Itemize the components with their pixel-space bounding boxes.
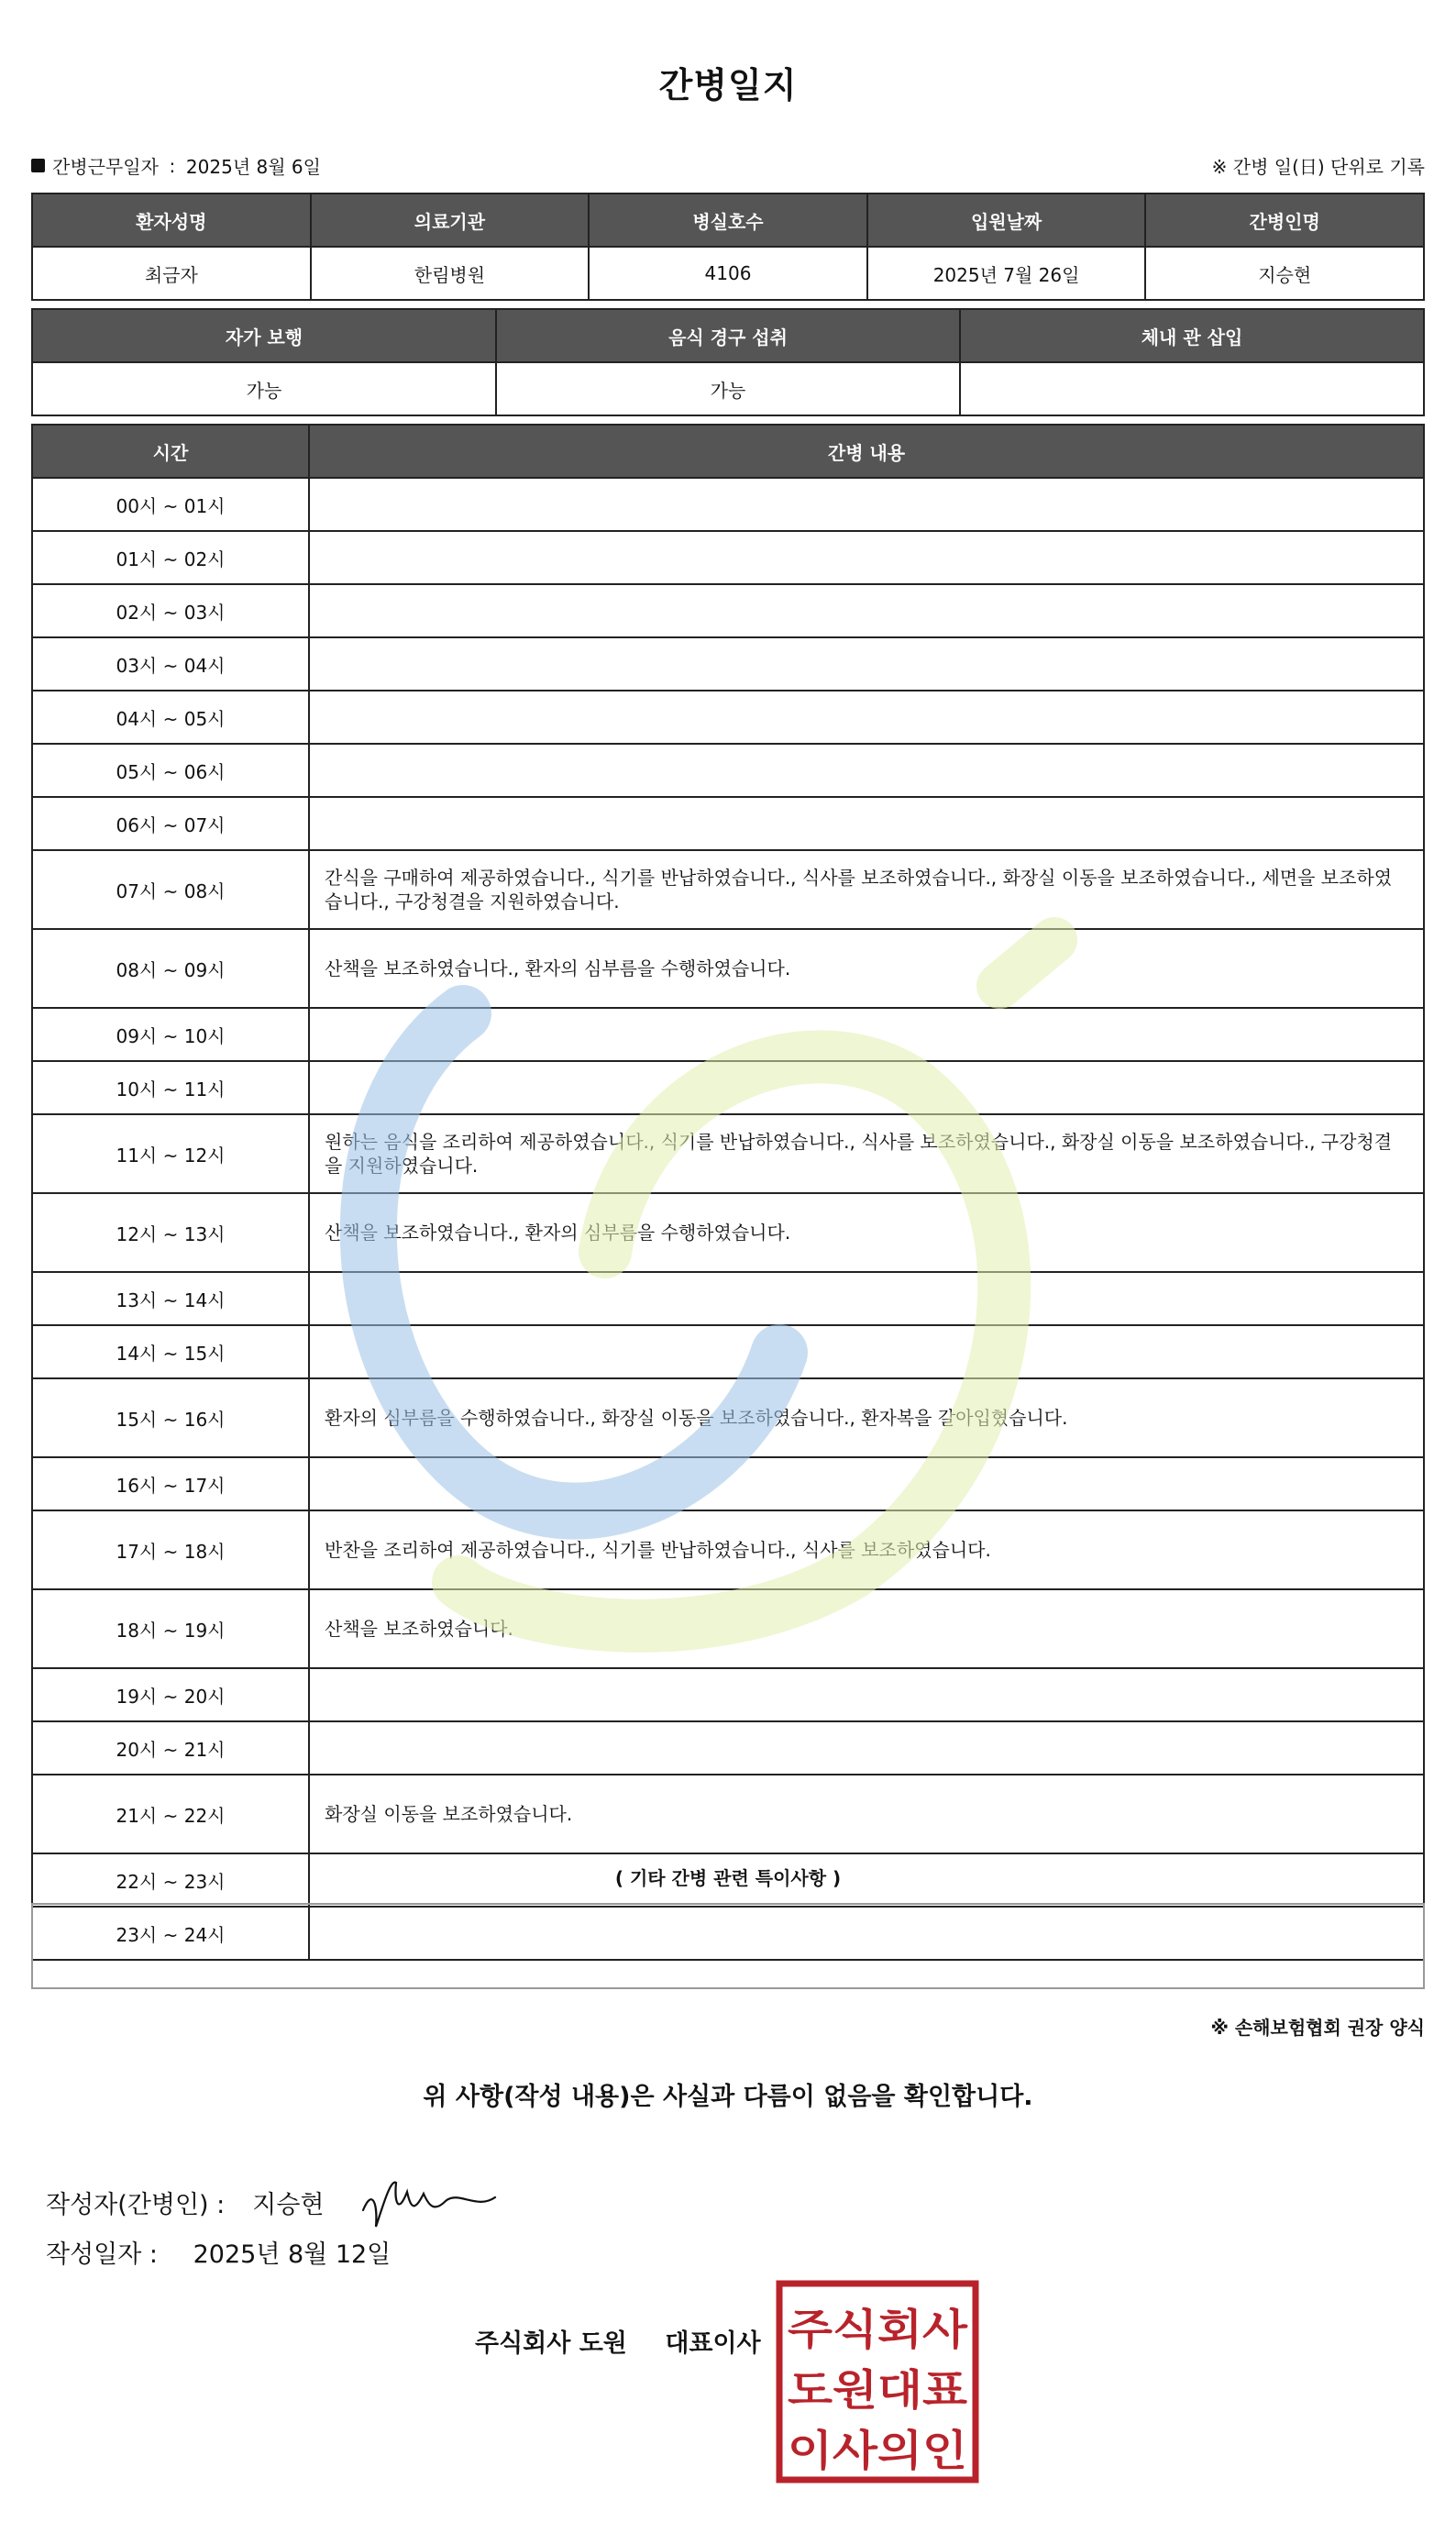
written-date-row (46, 2234, 391, 2270)
care-date-row (31, 152, 321, 179)
care-row-time: 01시 ~ 02시 (32, 531, 309, 584)
care-row-time: 06시 ~ 07시 (32, 797, 309, 850)
company-name: 주식회사 도원 (475, 2329, 627, 2358)
caregiver-name-header: 간병인명 (1145, 194, 1424, 247)
care-date-value: 2025년 8월 6일 (185, 156, 321, 178)
walking-header: 자가 보행 (32, 309, 496, 362)
tube-insertion-value (960, 362, 1424, 415)
care-content-header: 간병 내용 (309, 425, 1424, 478)
admission-date: 2025년 7월 26일 (867, 247, 1146, 300)
writer-name: 지승현 (252, 2190, 325, 2219)
patient-ability-table (31, 308, 1425, 416)
patient-name: 최금자 (32, 247, 311, 300)
care-row-time: 02시 ~ 03시 (32, 584, 309, 637)
care-row-time: 14시 ~ 15시 (32, 1325, 309, 1378)
hospital: 한림병원 (311, 247, 590, 300)
care-row-time: 21시 ~ 22시 (32, 1775, 309, 1853)
care-row-time: 13시 ~ 14시 (32, 1272, 309, 1325)
special-notes-title: ( 기타 간병 관련 특이사항 ) (614, 1867, 842, 1889)
document-title: 간병일지 (658, 65, 798, 105)
care-row-time: 08시 ~ 09시 (32, 929, 309, 1008)
care-row-time: 11시 ~ 12시 (32, 1114, 309, 1193)
care-row-content: 화장실 이동을 보조하였습니다. (309, 1775, 1424, 1853)
care-row-content (309, 744, 1424, 797)
time-header: 시간 (32, 425, 309, 478)
written-date-value: 2025년 8월 12일 (193, 2240, 392, 2269)
care-row-content: 간식을 구매하여 제공하였습니다., 식기를 반납하였습니다., 식사를 보조하였습니다., 화장실 이동을 보조하였습니다., 세면을 보조하였습니다., 구강청결을 지원하였습니다. (309, 850, 1424, 929)
watermark-yellow-arc (458, 1056, 1004, 1625)
care-row-time: 10시 ~ 11시 (32, 1061, 309, 1114)
care-row-time: 23시 ~ 24시 (32, 1907, 309, 1960)
care-row (32, 797, 1424, 850)
writer-label: 작성자(간병인) : (46, 2190, 226, 2219)
care-row (32, 584, 1424, 637)
care-row-time: 22시 ~ 23시 (32, 1853, 309, 1907)
room-number: 4106 (589, 247, 867, 300)
care-row-content (309, 1721, 1424, 1775)
company-seal (776, 2280, 979, 2483)
bullet-icon (31, 159, 45, 172)
care-row-time: 12시 ~ 13시 (32, 1193, 309, 1272)
watermark-yellow-tick (999, 940, 1054, 986)
care-row-time: 07시 ~ 08시 (32, 850, 309, 929)
care-row (32, 691, 1424, 744)
confirm-statement: 위 사항(작성 내용)은 사실과 다름이 없음을 확인합니다. (423, 2083, 1033, 2111)
patient-info-table (31, 193, 1425, 301)
care-row-time: 03시 ~ 04시 (32, 637, 309, 691)
company-row (475, 2323, 761, 2359)
care-row-time: 05시 ~ 06시 (32, 744, 309, 797)
care-row-content (309, 584, 1424, 637)
care-row-content: 산책을 보조하였습니다., 환자의 심부름을 수행하였습니다. (309, 929, 1424, 1008)
care-row-time: 15시 ~ 16시 (32, 1378, 309, 1457)
care-row-content: 산책을 보조하였습니다. (309, 1589, 1424, 1668)
care-row (32, 478, 1424, 531)
care-row-time: 16시 ~ 17시 (32, 1457, 309, 1510)
room-number-header: 병실호수 (589, 194, 867, 247)
care-row-content: 원하는 음식을 조리하여 제공하였습니다., 식기를 반납하였습니다., 식사를 보조하였습니다., 화장실 이동을 보조하였습니다., 구강청결을 지원하였습니다. (309, 1114, 1424, 1193)
care-row-content: 산책을 보조하였습니다., 환자의 심부름을 수행하였습니다. (309, 1193, 1424, 1272)
hospital-header: 의료기관 (311, 194, 590, 247)
record-unit-note: ※ 간병 일(日) 단위로 기록 (1211, 156, 1425, 178)
care-row-content: 반찬을 조리하여 제공하였습니다., 식기를 반납하였습니다., 식사를 보조하였습니다. (309, 1510, 1424, 1589)
care-row-content (309, 531, 1424, 584)
care-row (32, 744, 1424, 797)
representative-title: 대표이사 (665, 2329, 761, 2358)
care-row-content (309, 797, 1424, 850)
seal-line-3: 이사의인 (788, 2426, 967, 2475)
care-row (32, 531, 1424, 584)
care-row-content: 환자의 심부름을 수행하였습니다., 화장실 이동을 보조하였습니다., 환자복을 갈아입혔습니다. (309, 1378, 1424, 1457)
care-row (32, 1775, 1424, 1853)
walking-value: 가능 (32, 362, 496, 415)
tube-insertion-header: 체내 관 삽입 (960, 309, 1424, 362)
care-row-time: 19시 ~ 20시 (32, 1668, 309, 1721)
care-row-content (309, 478, 1424, 531)
care-row-time: 04시 ~ 05시 (32, 691, 309, 744)
care-row-time: 17시 ~ 18시 (32, 1510, 309, 1589)
caregiver-name: 지승현 (1145, 247, 1424, 300)
special-notes-box (31, 1903, 1425, 1989)
written-date-label: 작성일자 : (46, 2240, 159, 2269)
watermark-logo (303, 903, 1109, 1674)
oral-intake-header: 음식 경구 섭취 (496, 309, 960, 362)
care-row-time: 18시 ~ 19시 (32, 1589, 309, 1668)
care-row-content (309, 1668, 1424, 1721)
admission-date-header: 입원날짜 (867, 194, 1146, 247)
patient-name-header: 환자성명 (32, 194, 311, 247)
care-row (32, 1721, 1424, 1775)
seal-line-1: 주식회사 (788, 2305, 968, 2354)
oral-intake-value: 가능 (496, 362, 960, 415)
care-date-label: 간병근무일자 (52, 156, 159, 178)
care-row (32, 1668, 1424, 1721)
care-row-content (309, 637, 1424, 691)
care-row-time: 00시 ~ 01시 (32, 478, 309, 531)
signature-image (358, 2170, 504, 2234)
care-row-time: 09시 ~ 10시 (32, 1008, 309, 1061)
recommend-note: ※ 손해보험협회 권장 양식 (1210, 2017, 1425, 2039)
care-row-content (309, 691, 1424, 744)
seal-line-2: 도원대표 (788, 2365, 968, 2415)
care-row-time: 20시 ~ 21시 (32, 1721, 309, 1775)
writer-row (46, 2170, 504, 2234)
care-date-separator: : (169, 154, 176, 177)
care-row (32, 637, 1424, 691)
